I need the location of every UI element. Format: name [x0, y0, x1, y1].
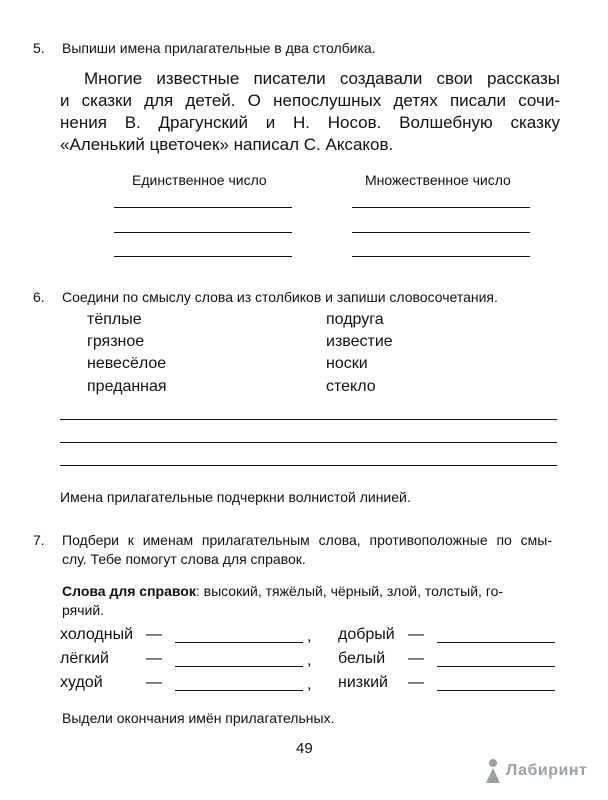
column-header-singular: Единственное число: [132, 172, 267, 188]
right-word: подруга: [326, 311, 384, 328]
column-header-plural: Множественное число: [365, 172, 511, 188]
task6-note: Имена прилагательные подчеркни волнистой линией.: [60, 489, 411, 505]
antonym-source-word: холодный: [60, 626, 134, 643]
task7-note: Выдели окончания имён прилагательных.: [62, 710, 335, 726]
logo-figure-icon: [482, 758, 504, 784]
passage-line: и сказки для детей. О непослушных детях писали сочи-: [60, 91, 560, 110]
task7-number: 7.: [33, 532, 45, 548]
antonym-source-word: худой: [60, 674, 103, 691]
right-word: известие: [326, 333, 393, 350]
answer-line[interactable]: [60, 419, 557, 420]
reference-list: : высокий, тяжёлый, чёрный, злой, толстый, го-: [195, 583, 504, 599]
right-word: носки: [326, 355, 368, 372]
dash: —: [146, 626, 162, 643]
task5-passage: [60, 68, 560, 156]
watermark-logo: [482, 754, 602, 792]
answer-line[interactable]: [114, 207, 292, 208]
page-number: 49: [296, 740, 313, 757]
comma: ,: [307, 628, 312, 645]
reference-label: Слова для справок: [62, 583, 196, 599]
answer-line[interactable]: [352, 256, 530, 257]
antonym-source-word: добрый: [338, 626, 395, 643]
answer-line[interactable]: [437, 666, 555, 667]
answer-line[interactable]: [60, 465, 557, 466]
answer-line[interactable]: [114, 232, 292, 233]
watermark-text: Лабиринт: [506, 762, 588, 779]
dash: —: [408, 626, 424, 643]
passage-line: «Аленький цветочек» написал С. Аксаков.: [60, 135, 394, 154]
answer-line[interactable]: [437, 690, 555, 691]
task7-instruction-line: слу. Тебе помогут слова для справок.: [62, 551, 306, 567]
left-word: преданная: [87, 378, 167, 395]
task6-number: 6.: [33, 289, 45, 305]
task5-instruction: Выпиши имена прилагательные в два столбика.: [62, 40, 376, 56]
right-word: стекло: [326, 378, 376, 395]
antonym-source-word: лёгкий: [60, 650, 109, 667]
answer-line[interactable]: [114, 256, 292, 257]
answer-line[interactable]: [352, 232, 530, 233]
task6-instruction: Соедини по смыслу слова из столбиков и запиши словосочетания.: [62, 289, 498, 305]
dash: —: [408, 674, 424, 691]
task7-instruction-line: Подбери к именам прилагательным слова, противоположные по смы-: [62, 532, 552, 548]
passage-line: Многие известные писатели создавали свои рассказы: [84, 69, 560, 88]
dash: —: [408, 650, 424, 667]
dash: —: [146, 650, 162, 667]
answer-line[interactable]: [437, 642, 555, 643]
task5-number: 5.: [33, 40, 45, 56]
answer-line[interactable]: [175, 666, 303, 667]
reference-words: [62, 583, 552, 599]
dash: —: [146, 674, 162, 691]
answer-line[interactable]: [60, 442, 557, 443]
antonym-source-word: низкий: [338, 674, 388, 691]
left-word: невесёлое: [87, 355, 167, 372]
comma: ,: [307, 652, 312, 669]
passage-line: нения В. Драгунский и Н. Носов. Волшебную сказку: [60, 113, 560, 132]
left-word: грязное: [87, 333, 145, 350]
answer-line[interactable]: [175, 642, 303, 643]
answer-line[interactable]: [175, 690, 303, 691]
reference-continuation: рячий.: [62, 602, 105, 618]
antonym-source-word: белый: [338, 650, 386, 667]
answer-line[interactable]: [352, 207, 530, 208]
left-word: тёплые: [87, 311, 142, 328]
comma: ,: [307, 676, 312, 693]
